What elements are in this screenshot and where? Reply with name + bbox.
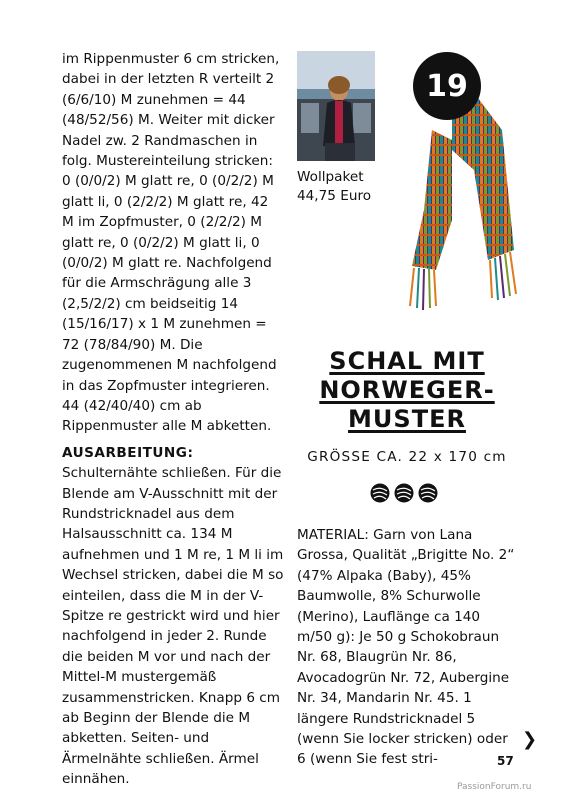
title-line-2: NORWEGER- [319, 376, 495, 404]
wollpaket-label: Wollpaket [297, 169, 364, 185]
material-text: MATERIAL: Garn von Lana Grossa, Qualität „Brigitte No. 2“ (47% Alpaka (Baby), 45% Baumwolle, 8% Schurwolle (Merino), Lauflänge ca 140 m/50 g): Je 50 g Schokobraun Nr. 68, Blaugrün Nr. 86, Avocadogrün Nr. 72, Aubergine Nr. 34, Mandarin Nr. 45. 1 längere Rundstricknadel 5 (wenn Sie locker stricken) oder 6 (wenn Sie fest stri- [297, 527, 515, 768]
watermark: PassionForum.ru [457, 782, 532, 792]
ausarbeitung-paragraph [62, 443, 284, 790]
page-number: 57 [497, 754, 514, 768]
title-line-3: MUSTER [348, 405, 466, 433]
yarn-ball-icon [394, 483, 414, 503]
difficulty-rating [370, 483, 438, 503]
wollpaket-price: 44,75 Euro [297, 188, 372, 204]
ausarbeitung-label: AUSARBEITUNG: [62, 444, 194, 461]
yarn-ball-icon [370, 483, 390, 503]
title-line-1: SCHAL MIT [329, 347, 485, 375]
wollpaket-info [297, 168, 387, 206]
yarn-ball-icon [418, 483, 438, 503]
size-info: GRÖSSE CA. 22 x 170 cm [307, 449, 507, 465]
instruction-paragraph: im Rippenmuster 6 cm stricken, dabei in der letzten R verteilt 2 (6/6/10) M zunehmen = 44 (48/52/56) M. Weiter mit dicker Nadel zw. 2 Randmaschen in folg. Mustereinteilung stricken: 0 (0/0/2) M glatt re, 0 (0/2/2) M glatt li, 0 (2/2/2) M glatt re, 42 M im Zopfmuster, 0 (2/2/2) M glatt re, 0 (0/2/2) M glatt li, 0 (0/0/2) M glatt re. Nachfolgend für die Armschrägung alle 3 (2,5/2/2) cm beidseitig 14 (15/16/17) x 1 M zunehmen = 72 (78/84/90) M. Die zugenommenen M nachfolgend in das Zopfmuster integrieren. 44 (42/40/40) cm ab Rippenmuster alle M abketten. [62, 51, 280, 435]
pattern-title [297, 347, 517, 434]
left-column [62, 49, 284, 796]
model-photo [297, 51, 375, 161]
ausarbeitung-text: Schulternähte schließen. Für die Blende am V-Ausschnitt mit der Rundstricknadel aus dem Halsausschnitt ca. 134 M aufnehmen und 1 M re, 1 M li im Wechsel stricken, dabei die M so einteilen, dass die M in der V-Spitze re gestrickt wird und hier nachfolgend in jeder 2. Runde die beiden M vor und nach der Mittel-M mustergemäß zusammenstricken. Knapp 6 cm ab Beginn der Blende die M abketten. Seiten- und Ärmelnähte schließen. Ärmel einnähen. [62, 465, 284, 788]
next-page-arrow-icon: ❯ [522, 729, 538, 750]
pattern-number-badge: 19 [413, 52, 481, 120]
